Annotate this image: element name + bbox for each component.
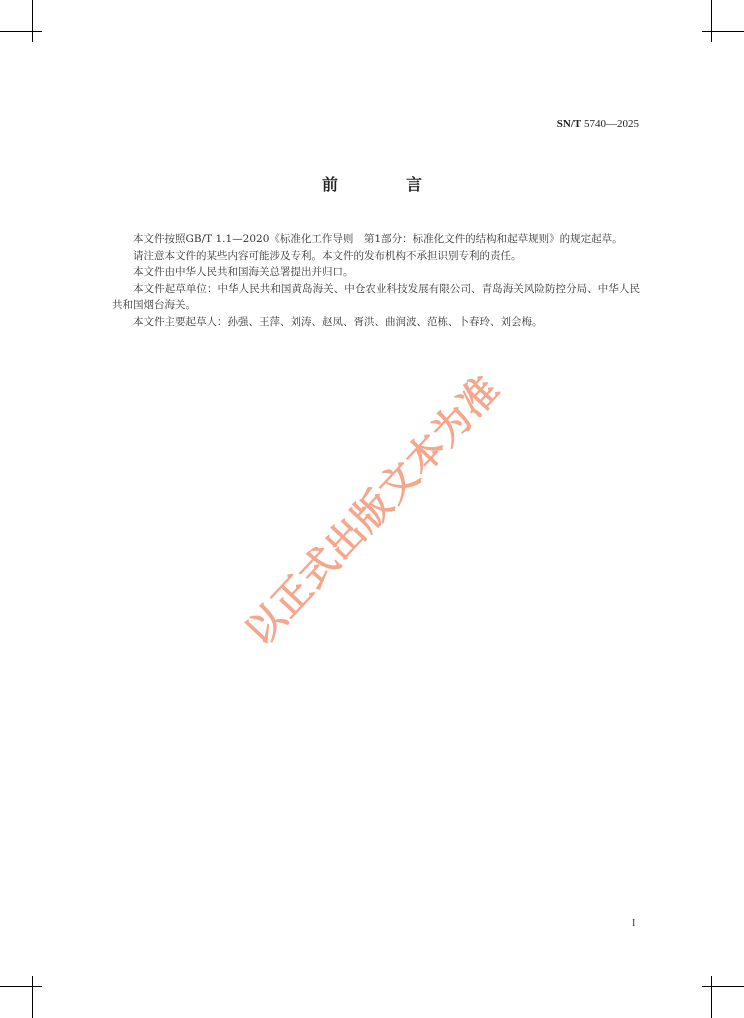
standard-code <box>557 118 639 130</box>
crop-mark-top-right-horizontal <box>702 31 744 32</box>
crop-mark-top-left-horizontal <box>0 31 42 32</box>
watermark: 以正式出版文本为准 <box>236 367 509 654</box>
crop-mark-bottom-right-horizontal <box>702 986 744 987</box>
crop-mark-bottom-left-horizontal <box>0 986 42 987</box>
standard-code-prefix: SN/T <box>556 118 582 130</box>
paragraph-patent-notice: 请注意本文件的某些内容可能涉及专利。本文件的发布机构不承担识别专利的责任。 <box>133 249 522 262</box>
paragraph-drafting-units: 本文件起草单位：中华人民共和国黄岛海关、中仓农业科技发展有限公司、青岛海关风险防控分局、中华人民共和国烟台海关。 <box>112 282 640 311</box>
crop-mark-top-left-vertical <box>32 0 33 42</box>
page-number: I <box>632 918 636 929</box>
crop-mark-bottom-left-vertical <box>32 976 33 1018</box>
foreword-body <box>112 231 640 330</box>
crop-mark-top-right-vertical <box>711 0 712 42</box>
paragraph-drafters: 本文件主要起草人：孙强、王萍、刘涛、赵凤、胥洪、曲润波、范栋、卜春玲、刘会梅。 <box>133 315 543 328</box>
crop-mark-bottom-right-vertical <box>711 976 712 1018</box>
standard-code-number: 5740—2025 <box>584 118 639 130</box>
paragraph-drafting-basis: 本文件按照GB/T 1.1—2020《标准化工作导则 第1部分：标准化文件的结构和起草规则》的规定起草。 <box>133 233 623 245</box>
paragraph-proposer: 本文件由中华人民共和国海关总署提出并归口。 <box>133 266 354 278</box>
page-title: 前 言 <box>321 175 448 194</box>
